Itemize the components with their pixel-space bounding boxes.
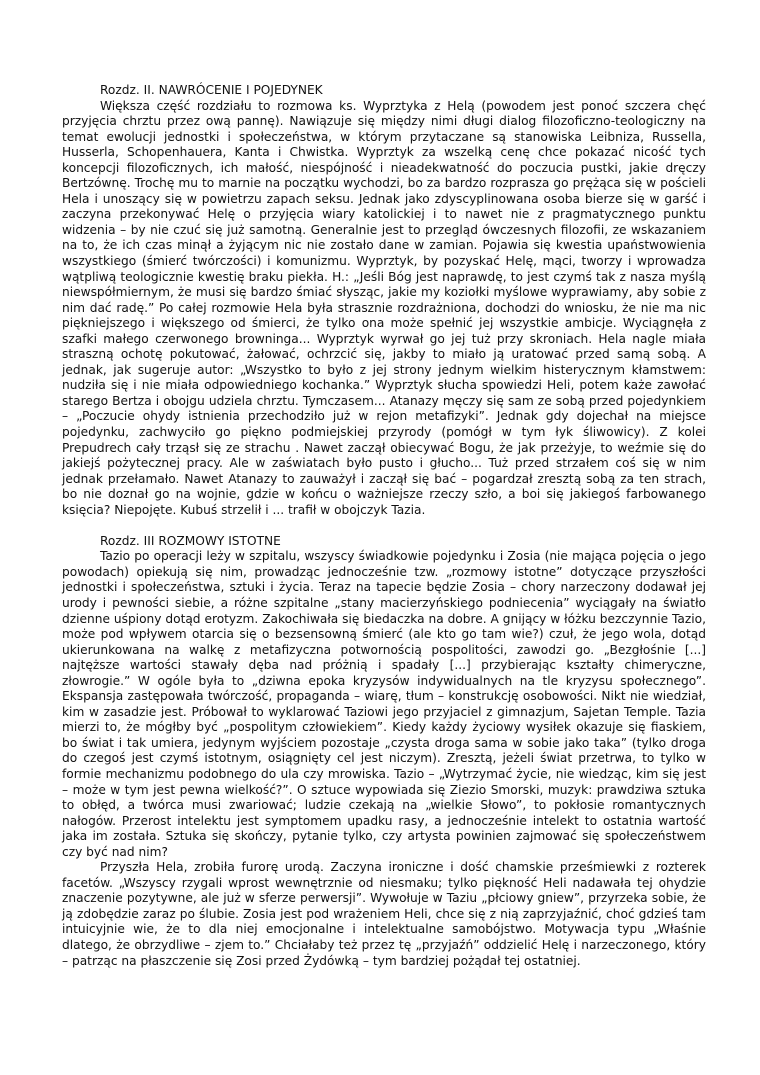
chapter-3-section <box>62 534 706 969</box>
chapter-2-heading: Rozdz. II. NAWRÓCENIE I POJEDYNEK <box>100 83 323 97</box>
section-gap <box>62 518 706 534</box>
chapter-2-paragraph: Większa część rozdziału to rozmowa ks. Wyprztyka z Helą (powodem jest ponoć szczera chęć przyjęcia chrztu przez ową pannę). Nawiązuje się między nimi długi dialog filozoficzno-teologiczny na temat ewolucji jednostki i społeczeństwa, w którym przytaczane są stanowiska Leibniza, Russella, Husserla, Schopenhauera, Kanta i Chwistka. Wyprztyk za wszelką cenę chce pokazać nicość tych koncepcji filozoficznych, ich małość, niespójność i nieadekwatność do poczucia pustki, jakie dręczy Bertzównę. Trochę mu to marnie na początku wychodzi, bo za bardzo rozprasza go prężąca się w pościeli Hela i unoszący się w powietrzu zapach seksu. Jednak jako zdyscyplinowana osoba bierze się w garść i zaczyna przekonywać Helę o przyjęcia wiary katolickiej i to nawet nie z pragmatycznego punktu widzenia – by nie czuć się już samotną. Generalnie jest to przegląd ówczesnych filozofii, ze wskazaniem na to, że ich czas minął a żyjącym nic nie zostało dane w zamian. Pojawia się kwestia upaństwowienia wszystkiego (śmierć twórczości) i komunizmu. Wyprztyk, by pozyskać Helę, mąci, tworzy i wprowadza wątpliwą teologicznie kwestię braku piekła. H.: „Jeśli Bóg jest naprawdę, to jest czymś tak z nasza myślą niewspółmiernym, że musi się bardzo śmiać słysząc, jakie my koziołki myślowe wyprawiamy, aby sobie z nim dać radę.” Po całej rozmowie Hela była strasznie rozdrażniona, dochodzi do wniosku, że nie ma nic piękniejszego i większego od śmierci, że tylko ona może spełnić jej wszystkie ambicje. Wyciągnęła z szafki małego czerwonego browninga... Wyprztyk wyrwał go jej tuż przy skroniach. Hela nagle miała straszną ochotę pokutować, żałować, ochrzcić się, jakby to miało ją uratować przed samą sobą. A jednak, jak sugeruje autor: „Wszystko to było z jej strony jednym wielkim histerycznym kłamstwem: nudziła się i nie miała odpowiedniego kochanka.” Wyprztyk słucha spowiedzi Heli, potem każe zawołać starego Bertza i obojgu udziela chrztu. Tymczasem... Atanazy męczy się sam ze sobą przed pojedynkiem – „Poczucie ohydy istnienia przechodziło już w rejon metafizyki”. Jednak gdy dojechał na miejsce pojedynku, zachwyciło go piękno podmiejskiej przyrody (pomógł w tym łyk śliwowicy). Z kolei Prepudrech cały trząsł się ze strachu . Nawet zaczął obiecywać Bogu, że jak przeżyje, to weźmie się do jakiejś pożytecznej pracy. Ale w zaświatach było pusto i głucho... Tuż przed strzałem coś się w nim jednak przełamało. Nawet Atanazy to zauważył i zaczął się bać – pogardzał zresztą sobą za ten strach, bo nie doznał go na wojnie, gdzie w końcu o ważniejsze rzeczy szło, a boi się jakiegoś farbowanego księcia? Niepojęte. Kubuś strzelił i ... trafił w obojczyk Tazia. <box>62 98 706 517</box>
chapter-3-paragraph-2: Przyszła Hela, zrobiła furorę urodą. Zaczyna ironiczne i dość chamskie prześmiewki z rozterek facetów. „Wszyscy rzygali wprost wewnętrznie od niesmaku; tylko piękność Heli nadawała tej ohydzie znaczenie pozytywne, ale już w sferze perwersji”. Wywołuje w Taziu „płciowy gniew”, przyrzeka sobie, że ją zdobędzie zaraz po ślubie. Zosia jest pod wrażeniem Heli, chce się z nią zaprzyjaźnić, choć gdzieś tam intuicyjnie wie, że to dla niej emocjonalne i intelektualne samobójstwo. Motywacja typu „Właśnie dlatego, że obrzydliwe – zjem to.” Chciałaby też przez tę „przyjaźń” oddzielić Helę i narzeczonego, który – patrząc na płaszczenie się Zosi przed Żydówką – tym bardziej pożądał tej ostatniej. <box>62 860 706 968</box>
document-page <box>62 83 706 969</box>
chapter-3-heading: Rozdz. III ROZMOWY ISTOTNE <box>100 533 281 548</box>
chapter-2-section <box>62 83 706 518</box>
chapter-3-paragraph-1: Tazio po operacji leży w szpitalu, wszyscy świadkowie pojedynku i Zosia (nie mająca pojęcia o jego powodach) opiekują się nim, prowadząc jednocześnie tzw. „rozmowy istotne” dotyczące przyszłości jednostki i społeczeństwa, sztuki i życia. Teraz na tapecie będzie Zosia – chory narzeczony dodawał jej urody i pewności siebie, a różne szpitalne „stany macierzyńskiego podniecenia” wyciągały na światło dzienne uśpiony dotąd erotyzm. Zakochiwała się biedaczka na dobre. A gnijący w łóżku bezczynnie Tazio, może pod wpływem otarcia się o bezsensowną śmierć (ale kto go tam wie?) czuł, że jego wola, dotąd ukierunkowana na walkę z metafizyczna potwornością pospolitości, zawodzi go. „Bezgłośnie [...] najtęższe wartości stawały dęba nad próżnią i spadały [...] przybierając kształty chimeryczne, złowrogie.” W ogóle była to „dziwna epoka kryzysów indywidualnych na tle kryzysu społecznego”. Ekspansja zastępowała twórczość, propaganda – wiarę, tłum – konstrukcję osobowości. Nikt nie wiedział, kim w zasadzie jest. Próbował to wyklarować Taziowi jego przyjaciel z gimnazjum, Sajetan Temple. Tazia mierzi to, że mógłby być „pospolitym człowiekiem”. Kiedy każdy życiowy wysiłek okazuje się fiaskiem, bo świat i tak umiera, jedynym wyjściem pozostaje „czysta droga sama w sobie jako taka” (tylko droga do czegoś jest czymś istotnym, osiągnięty cel jest niczym). Zresztą, jeżeli świat przetrwa, to tylko w formie mechanizmu podobnego do ula czy mrowiska. Tazio – „Wytrzymać życie, nie wiedząc, kim się jest – może w tym jest pewna wielkość?”. O sztuce wypowiada się Ziezio Smorski, muzyk: prawdziwa sztuka to obłęd, a twórca musi zwariować; ludzie czekają na „wielkie Słowo”, to pokłosie romantycznych nałogów. Przerost intelektu jest symptomem upadku rasy, a jednocześnie intelekt to ostatnia wartość jaka im została. Sztuka się skończy, pytanie tylko, czy artysta powinien zajmować się społeczeństwem czy być nad nim? <box>62 549 706 859</box>
